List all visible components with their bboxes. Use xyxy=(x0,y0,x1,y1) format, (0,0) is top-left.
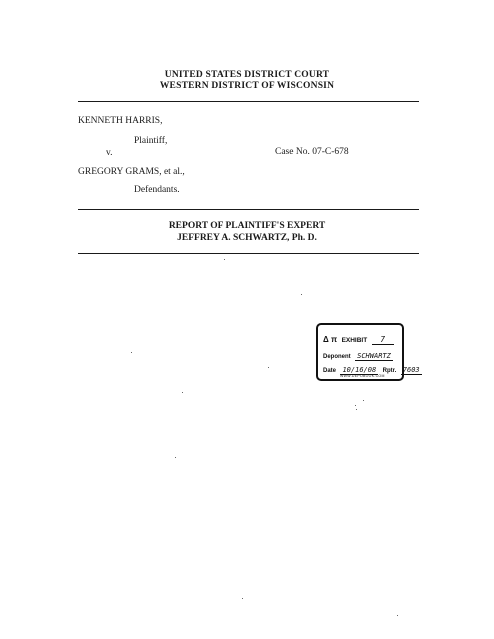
report-title-line2: JEFFREY A. SCHWARTZ, Ph. D. xyxy=(177,233,317,243)
stamp-footer: WWW.DEPOBOOK.COM xyxy=(340,374,385,378)
scan-speck xyxy=(301,294,302,295)
scan-speck xyxy=(182,392,183,393)
defendant-label: Defendants. xyxy=(134,185,180,195)
scan-speck xyxy=(355,405,356,406)
scan-speck xyxy=(131,352,132,353)
stamp-reporter-label: Rptr. xyxy=(382,368,397,374)
caption-middle-rule xyxy=(78,209,419,210)
court-name-line2: WESTERN DISTRICT OF WISCONSIN xyxy=(159,81,335,91)
stamp-date-value: 10/16/08 xyxy=(342,366,377,374)
scan-speck xyxy=(175,457,176,458)
stamp-exhibit-label: EXHIBIT xyxy=(341,337,368,344)
scan-speck xyxy=(397,615,398,616)
plaintiff-name: KENNETH HARRIS, xyxy=(78,116,163,126)
scan-speck xyxy=(224,259,225,260)
versus-label: v. xyxy=(106,148,113,158)
court-name-line1: UNITED STATES DISTRICT COURT xyxy=(164,70,330,80)
caption-bottom-rule xyxy=(78,253,419,254)
report-title-line1: REPORT OF PLAINTIFF'S EXPERT xyxy=(168,221,326,231)
scan-speck xyxy=(268,367,269,368)
stamp-deponent-value: SCHWARTZ xyxy=(357,352,391,360)
stamp-symbol: Δ π xyxy=(323,335,338,344)
caption-top-rule xyxy=(78,101,419,102)
stamp-exhibit-value: 7 xyxy=(372,335,394,345)
stamp-reporter-value: 7603 xyxy=(402,366,420,374)
scan-speck xyxy=(242,598,243,599)
exhibit-stamp xyxy=(316,323,420,381)
stamp-date-label: Date xyxy=(323,368,337,374)
stamp-deponent-label: Deponent xyxy=(323,354,351,360)
scan-speck xyxy=(356,409,357,410)
defendant-name: GREGORY GRAMS, et al., xyxy=(78,167,185,177)
plaintiff-label: Plaintiff, xyxy=(134,136,168,146)
scan-speck xyxy=(363,400,364,401)
case-number: Case No. 07-C-678 xyxy=(275,147,349,157)
